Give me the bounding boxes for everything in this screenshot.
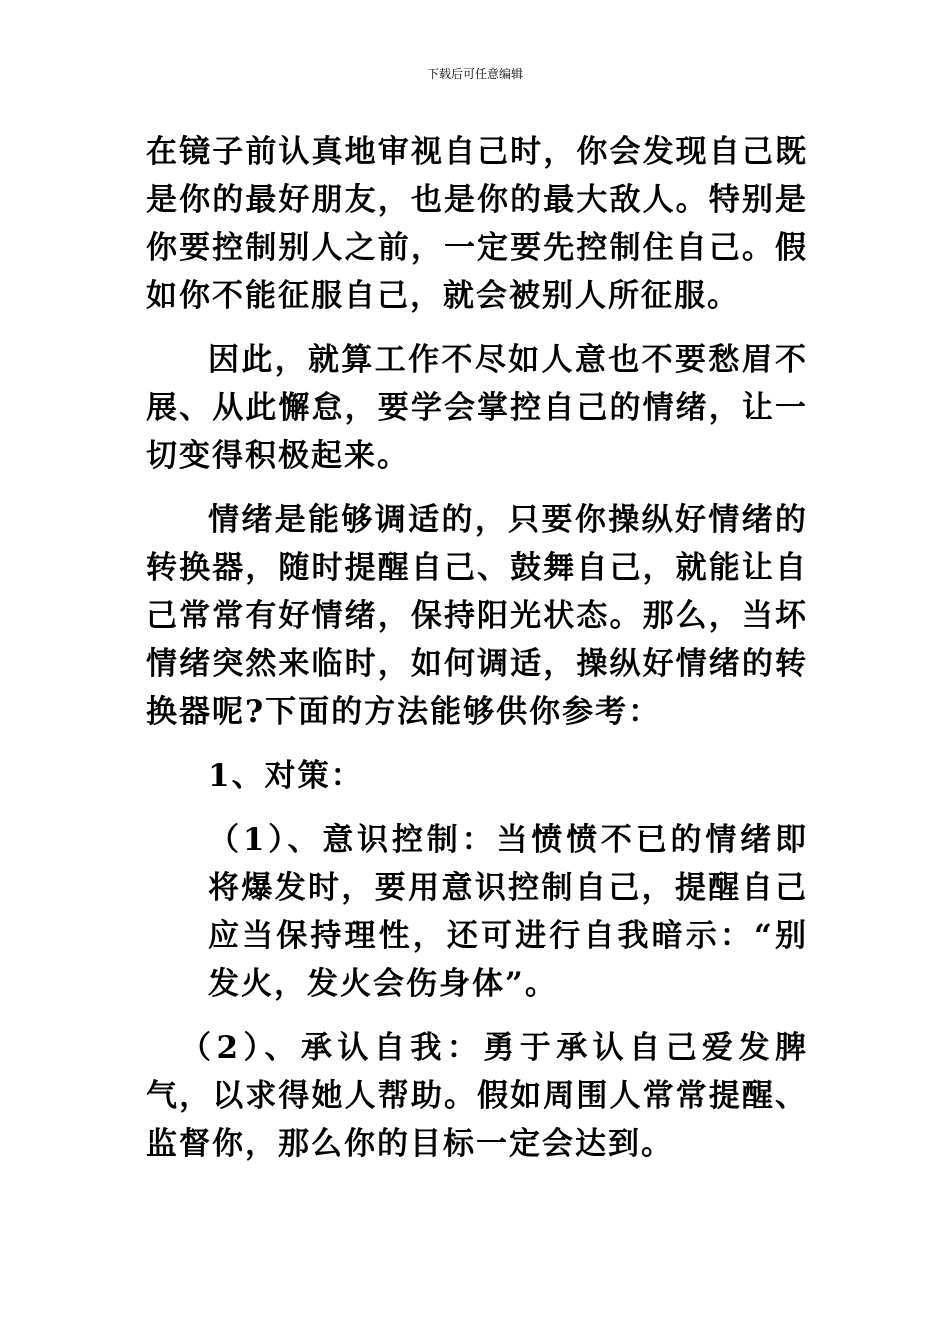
paragraph-emotion-control: 因此，就算工作不尽如人意也不要愁眉不展、从此懈怠，要学会掌控自己的情绪，让一切变得积极起来。: [146, 342, 808, 474]
paragraph-emotion-adjust: 情绪是能够调适的，只要你操纵好情绪的转换器，随时提醒自己、鼓舞自己，就能让自己常常有好情绪，保持阳光状态。那么，当坏情绪突然来临时，如何调适，操纵好情绪的转换器呢?下面的方法能够供你参考：: [146, 502, 808, 730]
page-header: 下载后可任意编辑: [426, 67, 523, 81]
document-body: [146, 128, 808, 1168]
paragraph-mirror-self: 在镜子前认真地审视自己时，你会发现自己既是你的最好朋友，也是你的最大敌人。特别是你要控制别人之前，一定要先控制住自己。假如你不能征服自己，就会被别人所征服。: [146, 134, 808, 314]
list-heading-strategy: 1、对策：: [208, 758, 364, 794]
list-item-acknowledge-self: （2）、承认自我：勇于承认自己爱发脾气，以求得她人帮助。假如周围人常常提醒、监督你，那么你的目标一定会达到。: [146, 1030, 808, 1162]
list-item-consciousness-control: （1）、意识控制：当愤愤不已的情绪即将爆发时，要用意识控制自己，提醒自己应当保持理性，还可进行自我暗示：“别发火，发火会伤身体”。: [208, 822, 808, 1002]
